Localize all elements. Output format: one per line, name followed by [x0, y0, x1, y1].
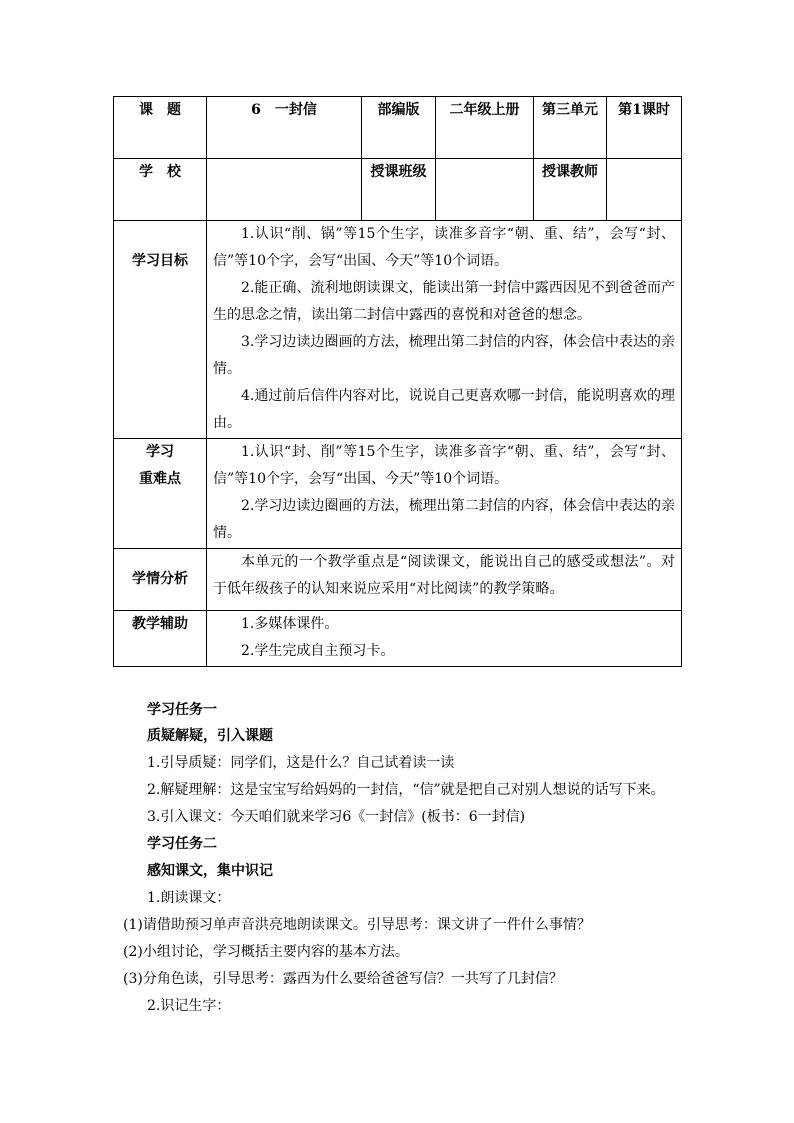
objective-item: 4.通过前后信件内容对比，说说自己更喜欢哪一封信，能说明喜欢的理由。: [213, 388, 675, 431]
task2-step2: 2.识记生字：: [147, 998, 231, 1014]
grade: 二年级上册: [449, 102, 520, 118]
table-row-aids: [114, 611, 682, 667]
edition-cell: [362, 97, 436, 159]
objectives-content-cell: [207, 221, 682, 439]
task2-title: 学习任务二: [147, 836, 217, 852]
period-cell: [607, 97, 682, 159]
edition: 部编版: [377, 102, 420, 118]
key-points-content-cell: [207, 439, 682, 549]
table-row-analysis: [114, 549, 682, 611]
lesson-title-cell: [207, 97, 362, 159]
school-label-cell: [114, 159, 207, 221]
objective-item: 3.学习边读边圈画的方法，梳理出第二封信的内容，体会信中表达的亲情。: [213, 334, 675, 377]
analysis-label-cell: [114, 549, 207, 611]
table-row-key-points: [114, 439, 682, 549]
class-label: 授课班级: [370, 164, 427, 180]
task2-subtitle: 感知课文，集中识记: [147, 863, 273, 879]
task2-step1: 1.朗读课文：: [147, 890, 231, 906]
objective-item: 1.认识“削、锅”等15个生字，读准多音字“朝、重、结”，会写“封、信”等10个字，会写“出国、今天”等10个词语。: [213, 226, 675, 269]
lesson-label-cell: [114, 97, 207, 159]
task1-line: 2.解疑理解：这是宝宝写给妈妈的一封信，“信”就是把自己对别人想说的话写下来。: [147, 782, 665, 798]
grade-cell: [436, 97, 534, 159]
school-label: 学 校: [139, 164, 181, 180]
task1-subtitle: 质疑解疑，引入课题: [147, 728, 273, 744]
aid-item: 2.学生完成自主预习卡。: [241, 643, 395, 659]
key-points-label-line2: 重难点: [139, 471, 181, 487]
unit: 第三单元: [542, 102, 598, 118]
aids-label-cell: [114, 611, 207, 667]
task1-line: 3.引入课文：今天咱们就来学习6《一封信》(板书：6一封信): [147, 809, 526, 825]
teacher-label: 授课教师: [542, 164, 598, 180]
key-points-label-line1: 学习: [146, 444, 174, 460]
school-value-cell: [207, 159, 362, 221]
class-value-cell: [436, 159, 534, 221]
lesson-title: 6 一封信: [251, 102, 317, 118]
aids-content-cell: [207, 611, 682, 667]
teacher-value-cell: [607, 159, 682, 221]
analysis-content-cell: [207, 549, 682, 611]
key-point-item: 1.认识“封、削”等15个生字，读准多音字“朝、重、结”，会写“封、信”等10个字，会写“出国、今天”等10个词语。: [213, 444, 675, 487]
table-row-objectives: [114, 221, 682, 439]
task2-sub-item: (2)小组讨论，学习概括主要内容的基本方法。: [123, 944, 409, 960]
lesson-label: 课 题: [139, 102, 181, 118]
task1-line: 1.引导质疑：同学们，这是什么？自己试着读一读: [147, 755, 455, 771]
aids-label: 教学辅助: [132, 616, 188, 632]
period: 第1课时: [618, 102, 670, 118]
objectives-label-cell: [114, 221, 207, 439]
analysis-text: 本单元的一个教学重点是“阅读课文，能说出自己的感受或想法”。对于低年级孩子的认知来说应采用“对比阅读”的教学策略。: [213, 554, 675, 597]
task1-title: 学习任务一: [147, 702, 217, 718]
table-row-lesson: [114, 97, 682, 159]
objectives-label: 学习目标: [132, 253, 188, 269]
unit-cell: [534, 97, 607, 159]
objective-item: 2.能正确、流利地朗读课文，能读出第一封信中露西因见不到爸爸而产生的思念之情，读出第二封信中露西的喜悦和对爸爸的想念。: [213, 280, 675, 323]
task2-sub-item: (3)分角色读，引导思考：露西为什么要给爸爸写信？一共写了几封信？: [123, 971, 563, 987]
table-row-school: [114, 159, 682, 221]
task2-sub-item: (1)请借助预习单声音洪亮地朗读课文。引导思考：课文讲了一件什么事情？: [123, 917, 591, 933]
key-point-item: 2.学习边读边圈画的方法，梳理出第二封信的内容，体会信中表达的亲情。: [213, 498, 675, 541]
aid-item: 1.多媒体课件。: [241, 616, 339, 632]
lesson-plan-table: [113, 96, 682, 667]
key-points-label-cell: [114, 439, 207, 549]
class-label-cell: [362, 159, 436, 221]
analysis-label: 学情分析: [132, 571, 188, 587]
teacher-label-cell: [534, 159, 607, 221]
